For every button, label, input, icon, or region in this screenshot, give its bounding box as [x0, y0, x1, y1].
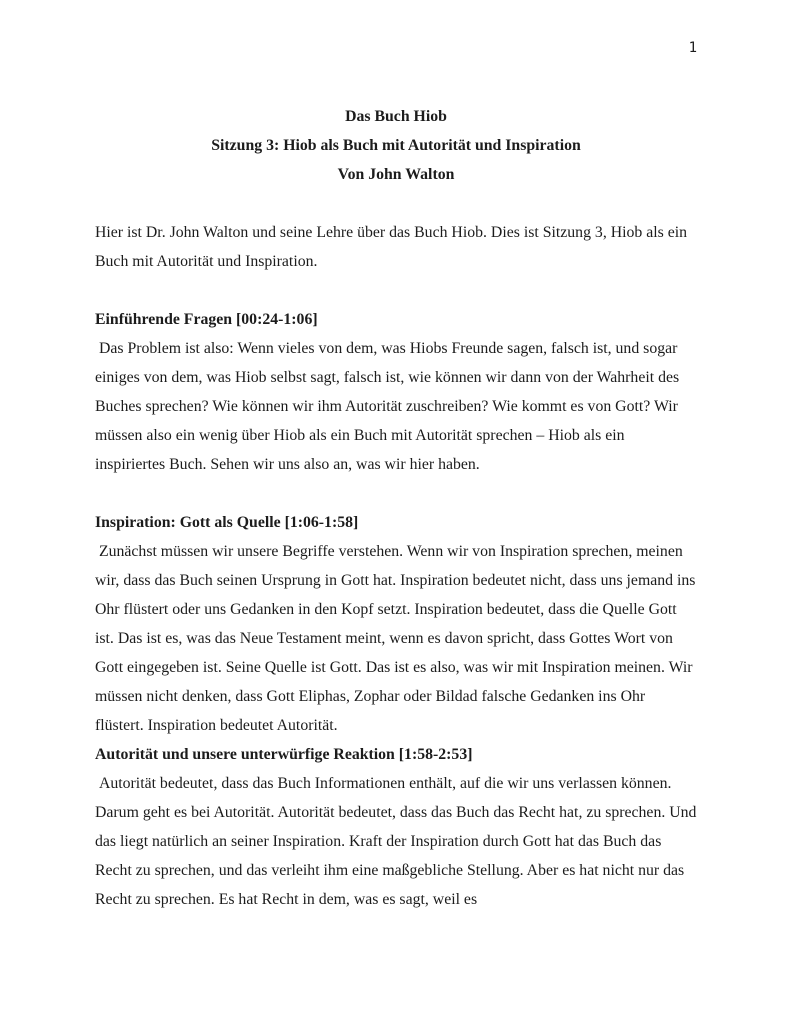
paragraph-intro: Hier ist Dr. John Walton und seine Lehre über das Buch Hiob. Dies ist Sitzung 3, Hiob als ein Buch mit Autorität und Inspiration.: [95, 224, 692, 270]
section-heading-autoritaet-und-reaktion: Autorität und unsere unterwürfige Reaktion [1:58-2:53]: [95, 746, 473, 763]
page-number: 1: [688, 40, 697, 56]
document-title: Das Buch Hiob: [345, 108, 447, 125]
paragraph-inspiration-gott-als-quelle: Zunächst müssen wir unsere Begriffe verstehen. Wenn wir von Inspiration sprechen, meinen wir, dass das Buch seinen Ursprung in Gott hat. Inspiration bedeutet nicht, dass uns jemand ins Ohr flüstert oder uns Gedanken in den Kopf setzt. Inspiration bedeutet, dass die Quelle Gott ist. Das ist es, was das Neue Testament meint, wenn es davon spricht, dass Gottes Wort von Gott eingegeben ist. Seine Quelle ist Gott. Das ist es also, was wir mit Inspiration meinen. Wir müssen nicht denken, dass Gott Eliphas, Zophar oder Bildad falsche Gedanken ins Ohr flüstert. Inspiration bedeutet Autorität.: [95, 543, 700, 734]
paragraph-einfuehrende-fragen: Das Problem ist also: Wenn vieles von dem, was Hiobs Freunde sagen, falsch ist, und sogar einiges von dem, was Hiob selbst sagt, falsch ist, wie können wir dann von der Wahrheit des Buches sprechen? Wie können wir ihm Autorität zuschreiben? Wie kommt es von Gott? Wir müssen also ein wenig über Hiob als ein Buch mit Autorität sprechen – Hiob als ein inspiriertes Buch. Sehen wir uns also an, was wir hier haben.: [95, 340, 684, 473]
section-heading-einfuehrende-fragen: Einführende Fragen [00:24-1:06]: [95, 311, 318, 328]
document-author: Von John Walton: [337, 166, 455, 183]
paragraph-autoritaet-und-reaktion: Autorität bedeutet, dass das Buch Informationen enthält, auf die wir uns verlassen können. Darum geht es bei Autorität. Autorität bedeutet, dass das Buch das Recht hat, zu sprechen. Und das liegt natürlich an seiner Inspiration. Kraft der Inspiration durch Gott hat das Buch das Recht zu sprechen, und das verleiht ihm eine maßgebliche Stellung. Aber es hat nicht nur das Recht zu sprechen. Es hat Recht in dem, was es sagt, weil es: [95, 775, 701, 908]
document-subtitle: Sitzung 3: Hiob als Buch mit Autorität und Inspiration: [211, 137, 581, 154]
title-block: [95, 102, 697, 189]
section-heading-inspiration-gott-als-quelle: Inspiration: Gott als Quelle [1:06-1:58]: [95, 514, 359, 531]
